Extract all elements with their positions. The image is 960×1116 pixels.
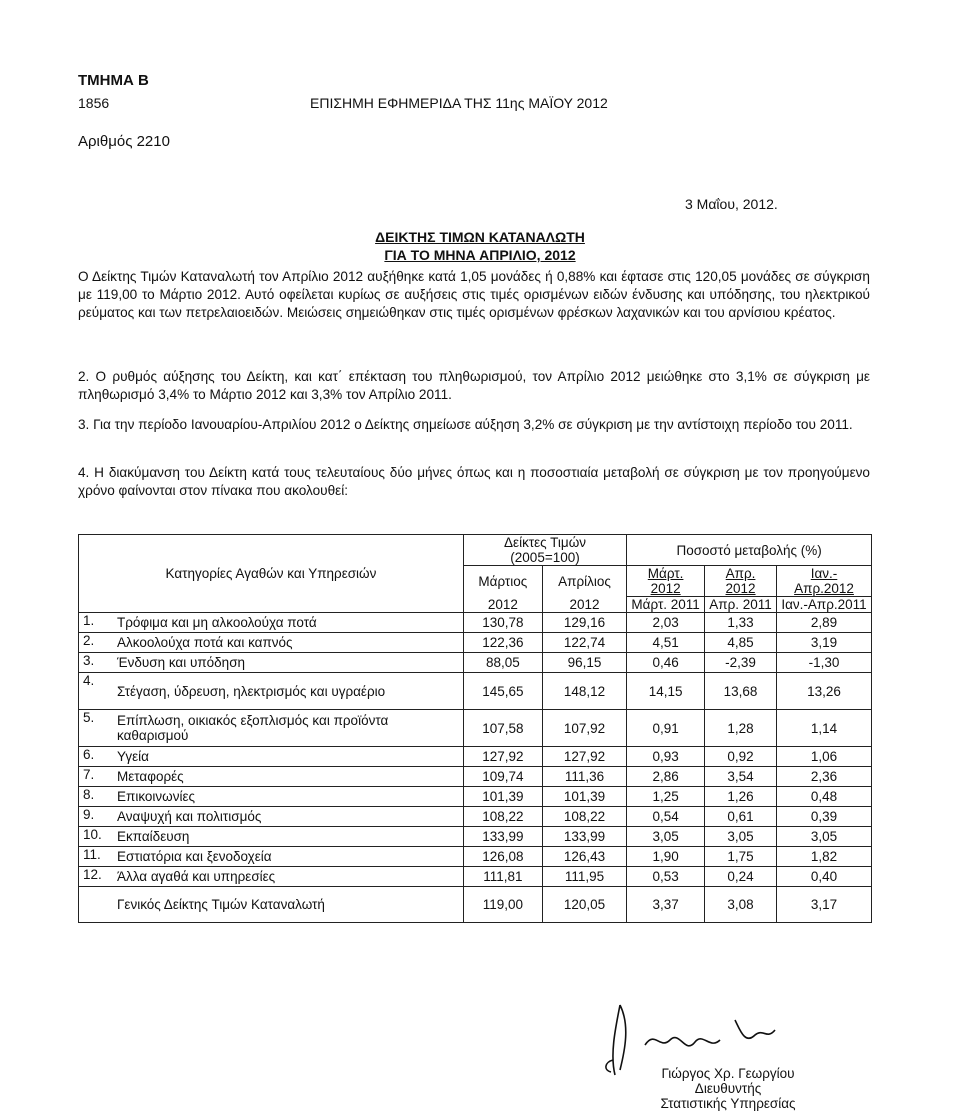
row-number: 12. [79, 867, 114, 887]
row-change-march: 0,46 [627, 653, 705, 673]
row-index-march: 145,65 [463, 673, 542, 710]
cpi-table [78, 534, 872, 923]
row-number: 4. [79, 673, 114, 710]
table-row [79, 747, 872, 767]
row-index-april: 127,92 [542, 747, 626, 767]
row-change-jan-apr: 1,82 [777, 847, 872, 867]
row-change-april: 1,28 [705, 710, 777, 747]
row-index-march: 88,05 [463, 653, 542, 673]
row-change-jan-apr: 13,26 [777, 673, 872, 710]
document-number: Αριθμός 2210 [78, 133, 170, 150]
doc-title-line1: ΔΕΙΚΤΗΣ ΤΙΜΩΝ ΚΑΤΑΝΑΛΩΤΗ [375, 229, 585, 245]
table-row [79, 613, 872, 633]
col-change-march-base: Μάρτ. 2011 [627, 597, 705, 613]
table-row [79, 787, 872, 807]
table-row [79, 710, 872, 747]
row-change-march: 0,53 [627, 867, 705, 887]
row-index-march: 109,74 [463, 767, 542, 787]
row-index-march: 127,92 [463, 747, 542, 767]
row-index-march: 133,99 [463, 827, 542, 847]
row-index-april: 126,43 [542, 847, 626, 867]
signatory-name: Γιώργος Χρ. Γεωργίου [661, 1066, 795, 1081]
row-index-april: 111,36 [542, 767, 626, 787]
row-category: Εκπαίδευση [113, 827, 463, 847]
row-number: 5. [79, 710, 114, 747]
gazette-title: ΕΠΙΣΗΜΗ ΕΦΗΜΕΡΙΔΑ ΤΗΣ 11ης ΜΑΪΟΥ 2012 [310, 95, 608, 111]
row-index-march: 126,08 [463, 847, 542, 867]
col-march-year: 2012 [463, 597, 542, 613]
index-header: Δείκτες Τιμών (2005=100) [463, 535, 626, 566]
row-category: Μεταφορές [113, 767, 463, 787]
total-number [79, 887, 114, 923]
row-change-jan-apr: 2,36 [777, 767, 872, 787]
row-number: 7. [79, 767, 114, 787]
row-change-april: 3,05 [705, 827, 777, 847]
row-index-april: 108,22 [542, 807, 626, 827]
total-category: Γενικός Δείκτης Τιμών Καταναλωτή [113, 887, 463, 923]
row-change-april: 0,61 [705, 807, 777, 827]
row-index-march: 108,22 [463, 807, 542, 827]
row-index-april: 148,12 [542, 673, 626, 710]
paragraph-1: Ο Δείκτης Τιμών Καταναλωτή τον Απρίλιο 2012 αυξήθηκε κατά 1,05 μονάδες ή 0,88% και έφτασε στις 120,05 μονάδες σε σύγκριση με 119,00 το Μάρτιο 2012. Αυτό οφείλεται κυρίως σε αυξήσεις στις τιμές ορισμένων ειδών ένδυσης και υπόδησης, του ηλεκτρικού ρεύματος και των πετρελαιοειδών. Μειώσεις σημειώθηκαν στις τιμές ορισμένων φρέσκων λαχανικών και του αρνίσιου κρέατος. [78, 269, 870, 320]
row-index-april: 101,39 [542, 787, 626, 807]
row-category: Αναψυχή και πολιτισμός [113, 807, 463, 827]
page-number: 1856 [78, 95, 110, 111]
row-change-jan-apr: 1,14 [777, 710, 872, 747]
table-row [79, 827, 872, 847]
row-change-jan-apr: 0,40 [777, 867, 872, 887]
row-change-march: 1,25 [627, 787, 705, 807]
row-category: Άλλα αγαθά και υπηρεσίες [113, 867, 463, 887]
row-change-jan-apr: 0,48 [777, 787, 872, 807]
row-change-jan-apr: 1,06 [777, 747, 872, 767]
document-date: 3 Μαΐου, 2012. [685, 196, 778, 212]
row-number: 2. [79, 633, 114, 653]
row-change-march: 0,91 [627, 710, 705, 747]
row-index-april: 107,92 [542, 710, 626, 747]
row-number: 8. [79, 787, 114, 807]
total-change-april: 3,08 [705, 887, 777, 923]
col-change-march: Μάρτ. 2012 [627, 566, 705, 597]
row-index-march: 130,78 [463, 613, 542, 633]
paragraph-3: 3. Για την περίοδο Ιανουαρίου-Απριλίου 2012 ο Δείκτης σημείωσε αύξηση 3,2% σε σύγκριση με την αντίστοιχη περίοδο του 2011. [78, 417, 853, 432]
row-category: Τρόφιμα και μη αλκοολούχα ποτά [113, 613, 463, 633]
col-change-april-base: Απρ. 2011 [705, 597, 777, 613]
row-change-march: 0,93 [627, 747, 705, 767]
row-number: 9. [79, 807, 114, 827]
total-index-april: 120,05 [542, 887, 626, 923]
category-header: Κατηγορίες Αγαθών και Υπηρεσιών [79, 535, 464, 613]
col-change-jan-apr-base: Ιαν.-Απρ.2011 [777, 597, 872, 613]
row-change-march: 3,05 [627, 827, 705, 847]
row-category: Επίπλωση, οικιακός εξοπλισμός και προϊόντα καθαρισμού [113, 710, 463, 747]
row-change-march: 0,54 [627, 807, 705, 827]
row-category: Επικοινωνίες [113, 787, 463, 807]
row-change-march: 4,51 [627, 633, 705, 653]
row-index-march: 101,39 [463, 787, 542, 807]
table-row [79, 847, 872, 867]
row-change-jan-apr: -1,30 [777, 653, 872, 673]
row-change-april: 1,33 [705, 613, 777, 633]
row-category: Στέγαση, ύδρευση, ηλεκτρισμός και υγραέριο [113, 673, 463, 710]
table-row [79, 807, 872, 827]
row-category: Αλκοολούχα ποτά και καπνός [113, 633, 463, 653]
signatory-dept: Στατιστικής Υπηρεσίας [660, 1096, 796, 1111]
paragraph-2: 2. Ο ρυθμός αύξησης του Δείκτη, και κατ΄ επέκταση του πληθωρισμού, τον Απρίλιο 2012 μειώθηκε στο 3,1% σε σύγκριση με πληθωρισμό 3,4% το Μάρτιο 2012 και 3,3% τον Απρίλιο 2011. [78, 369, 870, 402]
row-index-march: 107,58 [463, 710, 542, 747]
row-change-march: 2,86 [627, 767, 705, 787]
row-number: 3. [79, 653, 114, 673]
row-change-april: 3,54 [705, 767, 777, 787]
row-number: 6. [79, 747, 114, 767]
row-index-april: 129,16 [542, 613, 626, 633]
total-change-jan-apr: 3,17 [777, 887, 872, 923]
row-index-april: 96,15 [542, 653, 626, 673]
change-header: Ποσοστό μεταβολής (%) [627, 535, 872, 566]
row-change-april: 0,92 [705, 747, 777, 767]
row-change-jan-apr: 0,39 [777, 807, 872, 827]
total-row [79, 887, 872, 923]
row-index-march: 111,81 [463, 867, 542, 887]
row-category: Εστιατόρια και ξενοδοχεία [113, 847, 463, 867]
row-category: Υγεία [113, 747, 463, 767]
table-row [79, 867, 872, 887]
total-change-march: 3,37 [627, 887, 705, 923]
row-change-april: 0,24 [705, 867, 777, 887]
row-number: 11. [79, 847, 114, 867]
signatory-block [638, 1066, 818, 1111]
doc-title-line2: ΓΙΑ ΤΟ ΜΗΝΑ ΑΠΡΙΛΙΟ, 2012 [384, 247, 576, 263]
row-change-april: 1,75 [705, 847, 777, 867]
row-number: 1. [79, 613, 114, 633]
row-index-april: 111,95 [542, 867, 626, 887]
col-march: Μάρτιος [463, 566, 542, 597]
col-change-april: Απρ. 2012 [705, 566, 777, 597]
row-change-april: 1,26 [705, 787, 777, 807]
table-row [79, 673, 872, 710]
row-change-march: 1,90 [627, 847, 705, 867]
row-change-april: 13,68 [705, 673, 777, 710]
col-april-year: 2012 [542, 597, 626, 613]
row-category: Ένδυση και υπόδηση [113, 653, 463, 673]
total-index-march: 119,00 [463, 887, 542, 923]
row-change-april: -2,39 [705, 653, 777, 673]
row-change-jan-apr: 3,19 [777, 633, 872, 653]
row-index-march: 122,36 [463, 633, 542, 653]
table-row [79, 653, 872, 673]
signatory-role: Διευθυντής [694, 1081, 762, 1096]
col-april: Απρίλιος [542, 566, 626, 597]
paragraph-4: 4. Η διακύμανση του Δείκτη κατά τους τελευταίους δύο μήνες όπως και η ποσοστιαία μεταβολή σε σύγκριση με τον προηγούμενο χρόνο φαίνονται στον πίνακα που ακολουθεί: [78, 465, 870, 498]
section-label: ΤΜΗΜΑ Β [78, 72, 149, 89]
row-index-april: 122,74 [542, 633, 626, 653]
row-change-march: 2,03 [627, 613, 705, 633]
row-change-jan-apr: 3,05 [777, 827, 872, 847]
row-change-march: 14,15 [627, 673, 705, 710]
table-row [79, 767, 872, 787]
table-row [79, 633, 872, 653]
row-change-april: 4,85 [705, 633, 777, 653]
row-change-jan-apr: 2,89 [777, 613, 872, 633]
row-number: 10. [79, 827, 114, 847]
col-change-jan-apr: Ιαν.-Απρ.2012 [777, 566, 872, 597]
row-index-april: 133,99 [542, 827, 626, 847]
